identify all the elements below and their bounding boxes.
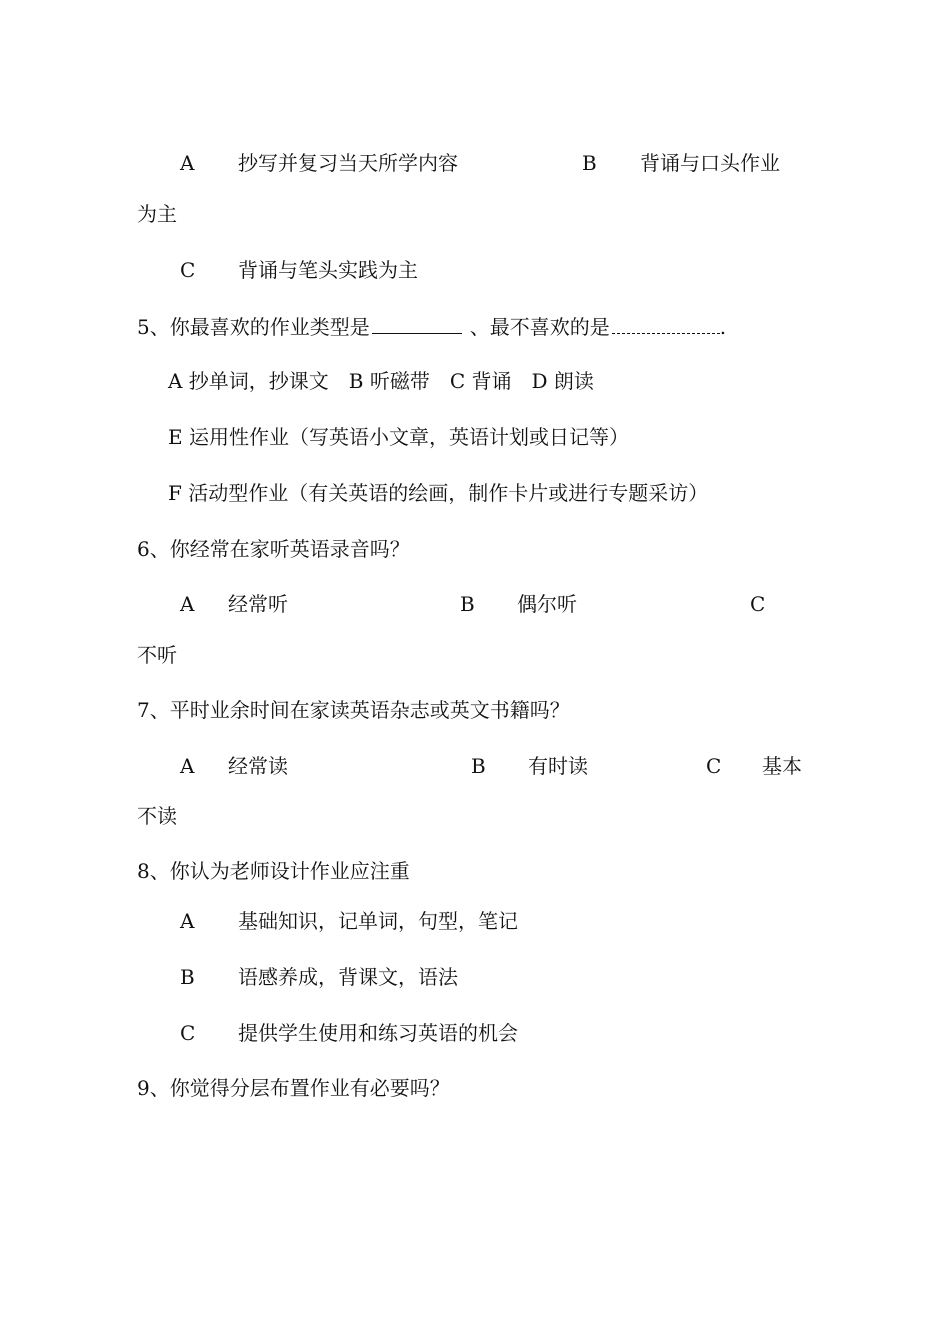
q5-answer-blank-least[interactable] [612, 315, 720, 334]
q8-option-a-text: 基础知识，记单词，句型，笔记 [238, 909, 518, 933]
q5-options-row3: F 活动型作业（有关英语的绘画，制作卡片或进行专题采访） [168, 481, 709, 505]
q6-option-a-letter: A [180, 592, 195, 616]
q7-option-a-letter: A [180, 754, 195, 778]
q7-option-b-text: 有时读 [528, 754, 588, 778]
q4-option-c-text: 背诵与笔头实践为主 [238, 258, 418, 282]
q5-answer-blank-favorite[interactable] [372, 313, 462, 334]
q6-option-b-letter: B [460, 592, 475, 616]
q7-option-c-text: 基本 [762, 754, 802, 778]
q7-option-b-letter: B [471, 754, 486, 778]
q7-prompt: 7、平时业余时间在家读英语杂志或英文书籍吗？ [137, 698, 570, 722]
q8-option-b-text: 语感养成，背课文，语法 [238, 965, 458, 989]
q8-option-c-text: 提供学生使用和练习英语的机会 [238, 1021, 518, 1045]
q8-option-c-letter: C [180, 1021, 196, 1045]
q4-option-b-wrap: 为主 [137, 202, 177, 226]
q8-prompt: 8、你认为老师设计作业应注重 [137, 859, 410, 883]
q6-option-b-text: 偶尔听 [517, 592, 577, 616]
q5-question [137, 313, 726, 340]
q7-option-a-text: 经常读 [228, 754, 288, 778]
q4-option-a-letter: A [180, 151, 195, 175]
q5-options-row1: A 抄单词，抄课文 B 听磁带 C 背诵 D 朗读 [168, 369, 594, 393]
q5-prompt: 5、你最喜欢的作业类型是 [137, 315, 370, 339]
q4-option-c-letter: C [180, 258, 196, 282]
q6-option-c-wrap: 不听 [137, 643, 177, 667]
q6-option-a-text: 经常听 [228, 592, 288, 616]
q8-option-a-letter: A [180, 909, 195, 933]
q4-option-b-text: 背诵与口头作业 [640, 151, 780, 175]
q9-prompt: 9、你觉得分层布置作业有必要吗？ [137, 1076, 450, 1100]
q6-prompt: 6、你经常在家听英语录音吗？ [137, 537, 410, 561]
q5-middle-text: 、最不喜欢的是 [469, 315, 610, 339]
q6-option-c-letter: C [750, 592, 766, 616]
q4-option-a-text: 抄写并复习当天所学内容 [238, 151, 458, 175]
q8-option-b-letter: B [180, 965, 195, 989]
q7-option-c-letter: C [706, 754, 722, 778]
q4-option-b-letter: B [582, 151, 597, 175]
q5-options-row2: E 运用性作业（写英语小文章，英语计划或日记等） [168, 425, 629, 449]
q5-end-mark: . [719, 315, 727, 339]
q7-option-c-wrap: 不读 [137, 804, 177, 828]
